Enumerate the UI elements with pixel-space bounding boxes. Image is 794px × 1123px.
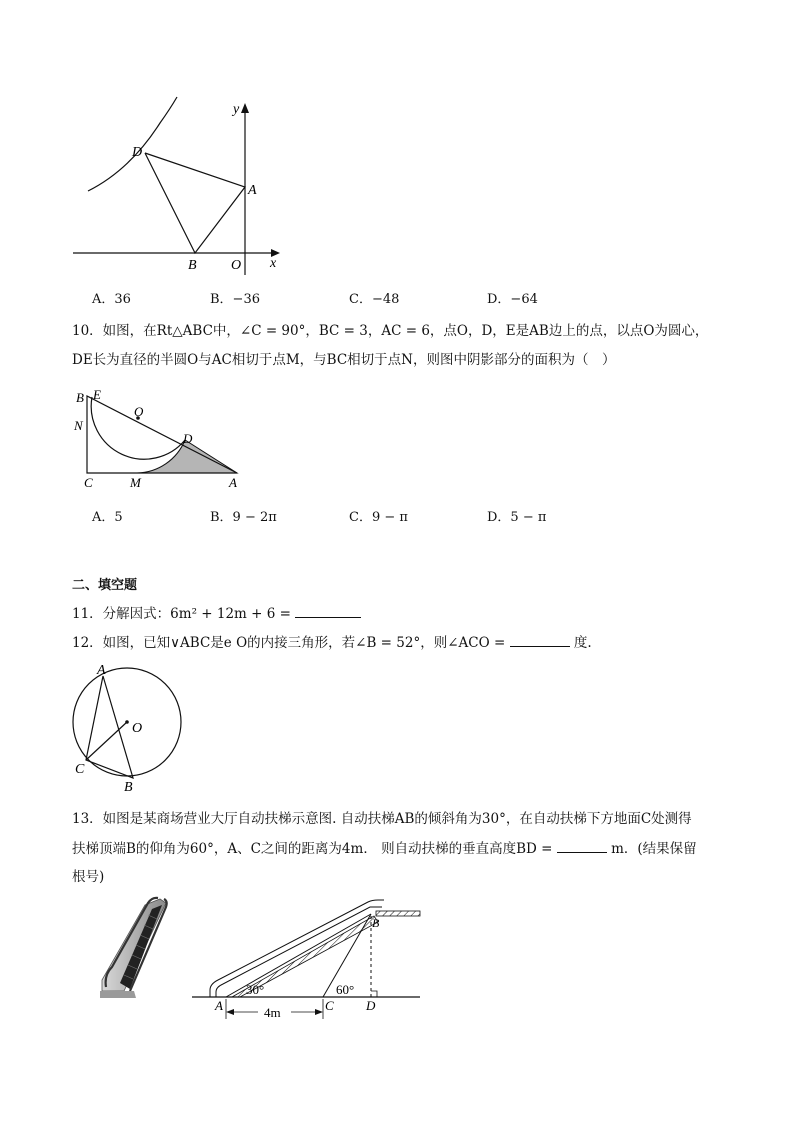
q10-point-O: O — [134, 404, 144, 419]
q12-figure — [62, 660, 192, 795]
q13-question-line1: 13．如图是某商场营业大厅自动扶梯示意图. 自动扶梯AB的倾斜角为30°，在自动扶梯下方地面C处测得 — [72, 811, 692, 827]
q12-point-O: O — [132, 721, 143, 736]
q13-angle-60-label: 60° — [336, 982, 355, 997]
q13-point-D: D — [366, 998, 376, 1013]
q13-distance-label: 4m — [264, 1005, 281, 1020]
q13-question-line2 — [72, 838, 697, 859]
q13-text: 扶梯顶端B的仰角为60°，A、C之间的距离为4m． 则自动扶梯的垂直高度BD = — [72, 841, 553, 857]
q9-option-c[interactable]: C．−48 — [349, 292, 400, 307]
q12-point-B: B — [124, 780, 133, 795]
point-B-label: B — [188, 258, 197, 273]
q13-figure — [188, 898, 428, 1023]
q10-question-line2: DE长为直径的半圆O与AC相切于点M，与BC相切于点N，则图中阴影部分的面积为（ ） — [72, 352, 616, 368]
q10-point-C: C — [84, 475, 93, 490]
q12-answer-blank[interactable] — [510, 632, 570, 647]
y-axis-label: y — [233, 102, 240, 117]
q13-answer-blank[interactable] — [557, 838, 607, 853]
q10-point-N: N — [74, 418, 83, 433]
q13-point-A: A — [215, 998, 223, 1013]
q10-option-b[interactable]: B．9 − 2π — [210, 510, 277, 525]
q11-answer-blank[interactable] — [295, 603, 361, 618]
q11-text: 11．分解因式：6m² + 12m + 6 = — [72, 606, 291, 622]
point-D-label: D — [132, 145, 143, 160]
q10-point-E: E — [93, 387, 101, 402]
q10-figure — [72, 386, 252, 490]
q12-point-C: C — [75, 762, 85, 777]
q9-option-a[interactable]: A．36 — [92, 292, 131, 307]
point-A-label: A — [248, 183, 257, 198]
q9-option-b[interactable]: B．−36 — [210, 292, 260, 307]
section-title-fill-in: 二、填空题 — [72, 578, 138, 593]
q9-figure — [70, 95, 290, 285]
q10-point-A: A — [229, 475, 237, 490]
x-axis-label: x — [270, 256, 277, 271]
q12-question — [72, 632, 592, 653]
q10-point-M: M — [130, 475, 141, 490]
q13-point-B: B — [372, 916, 380, 930]
origin-O-label: O — [231, 258, 242, 273]
q13-angle-30-label: 30° — [246, 982, 265, 997]
q10-option-d[interactable]: D．5 − π — [487, 510, 547, 525]
q13-question-line3: 根号) — [72, 869, 105, 885]
q10-question-line1: 10．如图，在Rt△ABC中，∠C = 90°，BC = 3，AC = 6，点O，D，E是AB边上的点，以点O为圆心， — [72, 323, 709, 339]
q10-option-c[interactable]: C．9 − π — [349, 510, 408, 525]
q12-point-A: A — [97, 663, 106, 678]
q11-question — [72, 603, 361, 624]
q12-text: 12．如图，已知∨ABC是e O的内接三角形，若∠B = 52°，则∠ACO = — [72, 635, 506, 651]
q12-suffix: 度. — [573, 635, 592, 651]
escalator-photo — [100, 895, 172, 1000]
q10-point-D: D — [183, 431, 193, 446]
q13-suffix: m．(结果保留 — [611, 841, 697, 857]
q10-point-B: B — [76, 390, 84, 405]
q9-option-d[interactable]: D．−64 — [487, 292, 538, 307]
q10-option-a[interactable]: A．5 — [92, 510, 123, 525]
q13-point-C: C — [325, 998, 334, 1013]
